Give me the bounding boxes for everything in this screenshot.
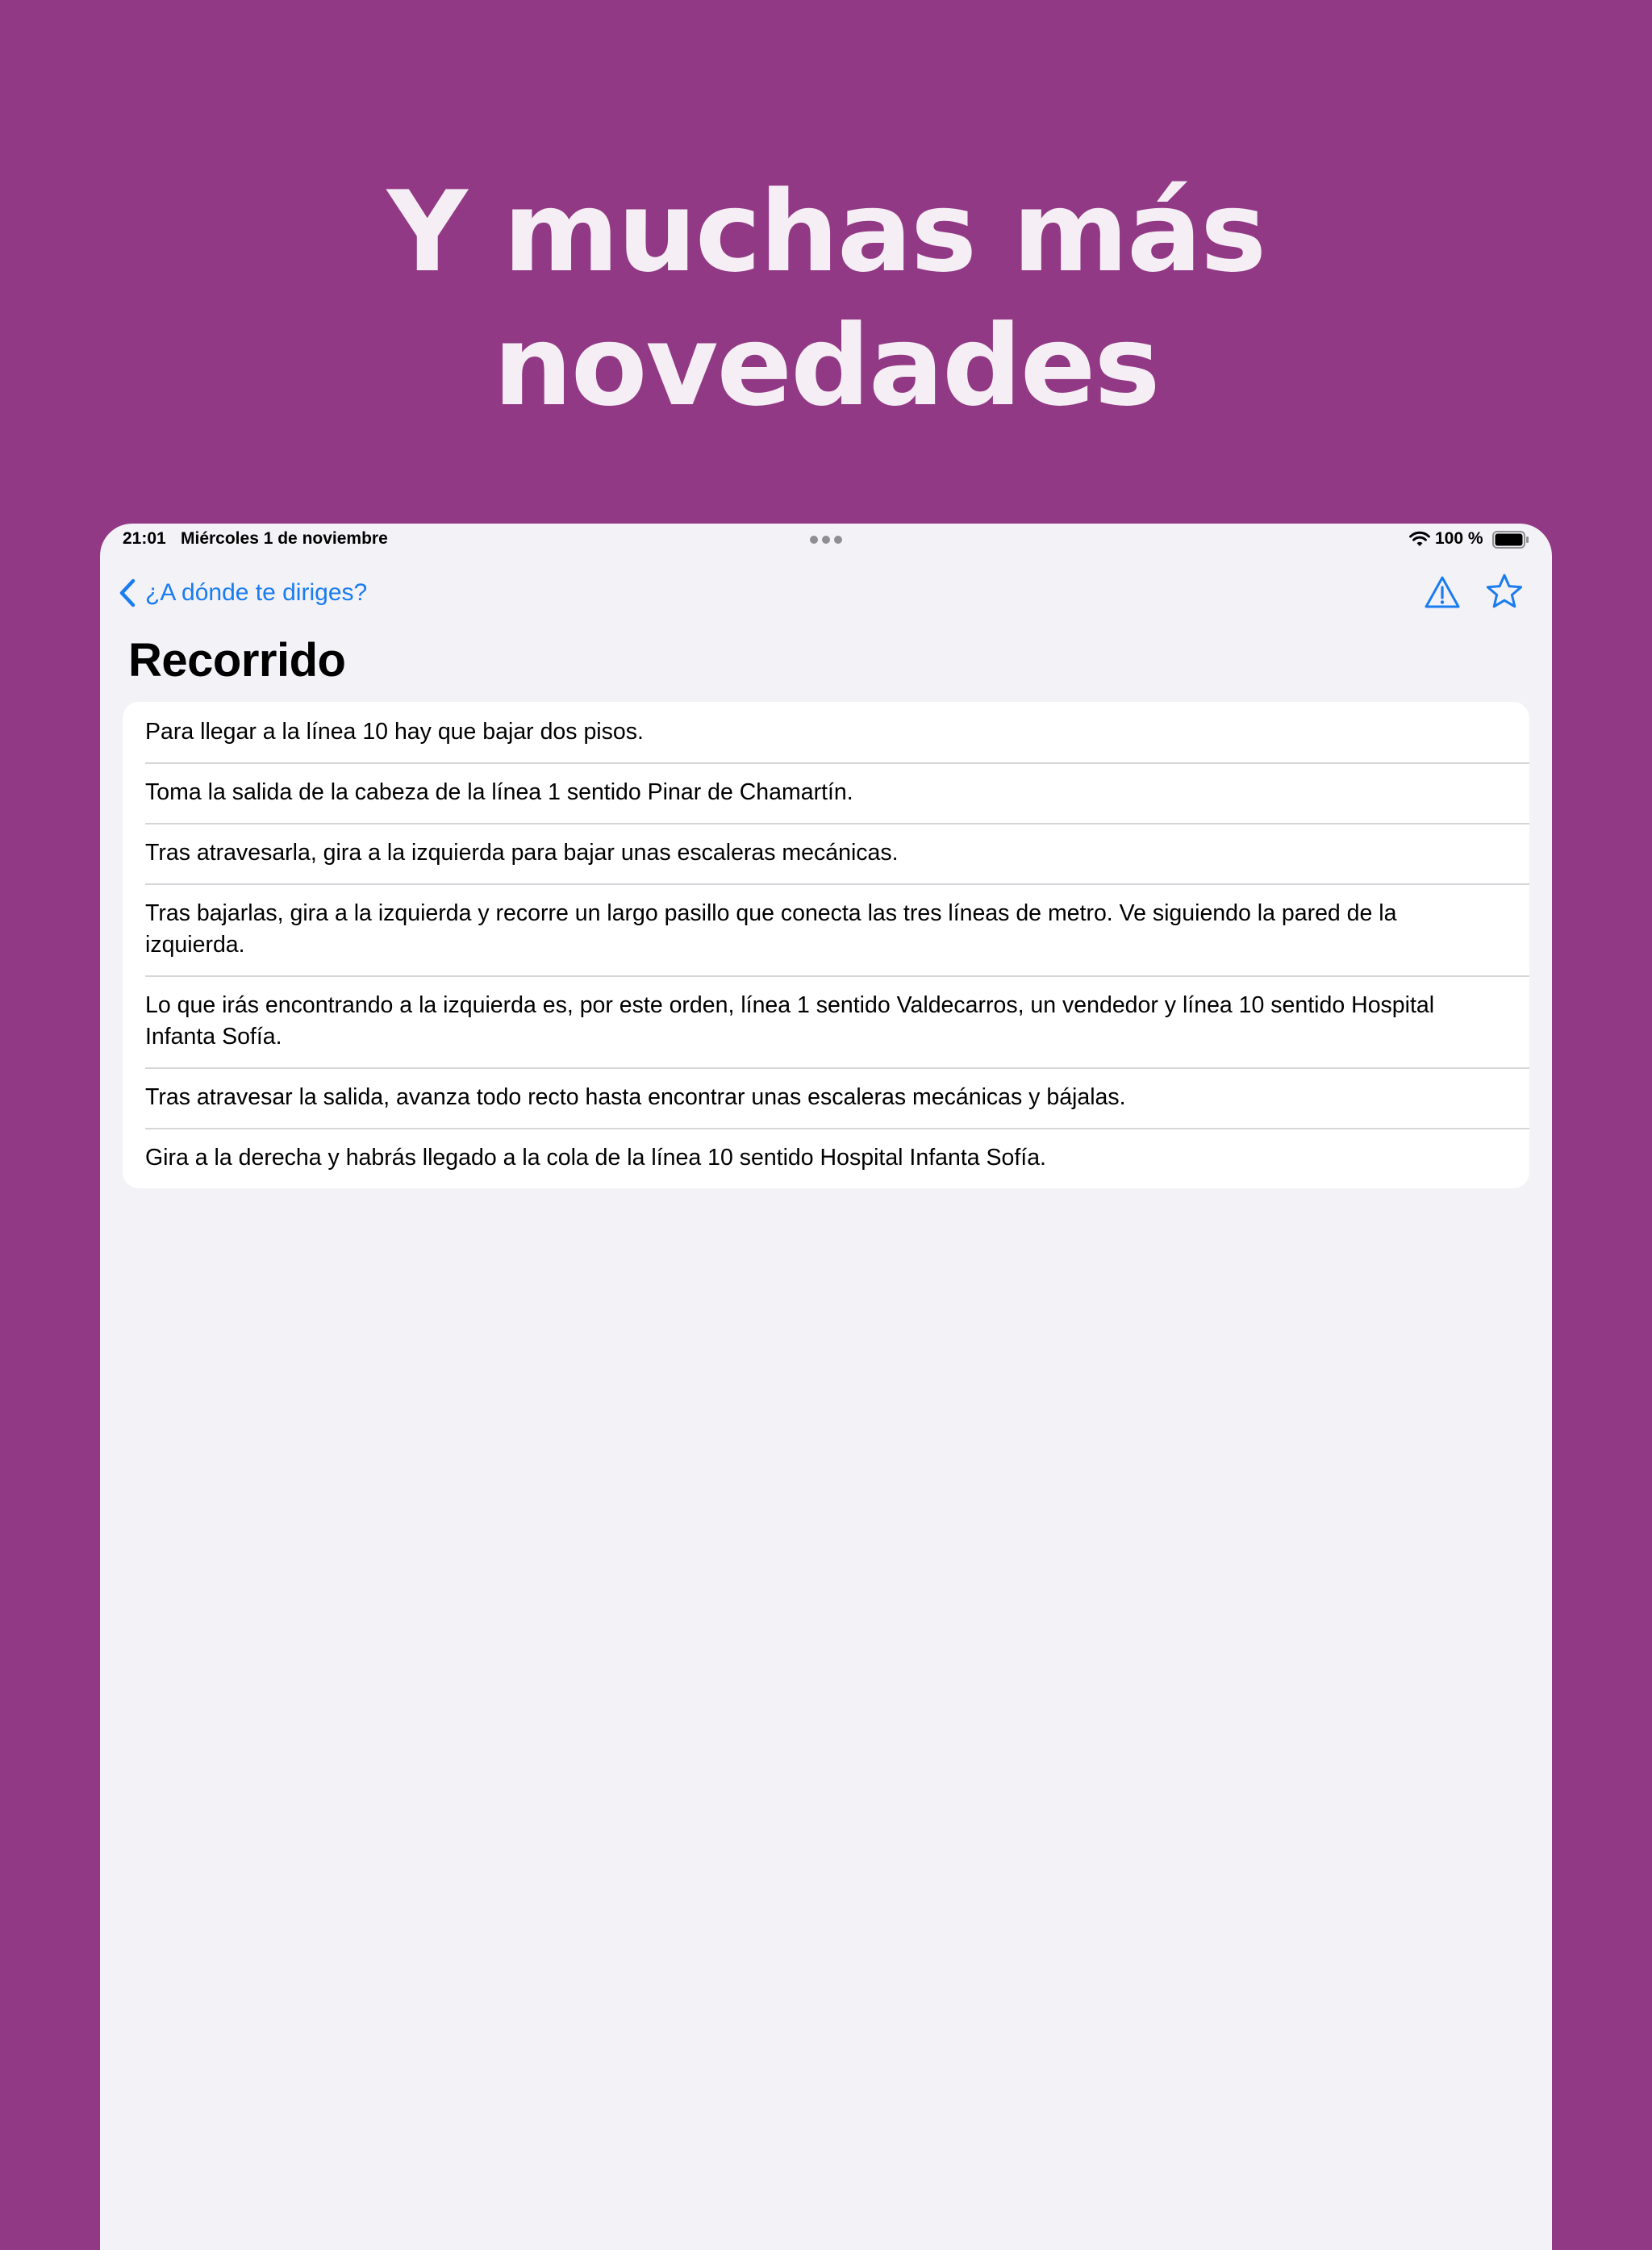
multitasking-dots-icon[interactable] [810,536,842,544]
status-date: Miércoles 1 de noviembre [181,529,388,548]
chevron-left-icon [118,578,137,608]
battery-percent: 100 % [1435,529,1483,548]
status-time: 21:01 [123,529,166,548]
list-item: Tras atravesarla, gira a la izquierda para bajar unas escaleras mecánicas. [123,823,1529,883]
promo-headline-line-2: novedades [493,301,1159,431]
promo-headline-line-1: Y muchas más [386,167,1266,297]
warning-triangle-icon[interactable] [1423,574,1462,612]
star-icon[interactable] [1484,572,1525,612]
promo-headline [0,165,1652,433]
list-item: Toma la salida de la cabeza de la línea 1 sentido Pinar de Chamartín. [123,762,1529,823]
status-bar [100,524,1552,556]
list-item: Tras bajarlas, gira a la izquierda y recorre un largo pasillo que conecta las tres líneas de metro. Ve siguiendo la pared de la izquierda. [123,883,1529,975]
route-steps-list [123,702,1529,1188]
list-item: Para llegar a la línea 10 hay que bajar dos pisos. [145,719,644,745]
back-button-label: ¿A dónde te diriges? [145,579,368,606]
wifi-icon [1408,530,1431,548]
list-item: Lo que irás encontrando a la izquierda es, por este orden, línea 1 sentido Valdecarros, un vendedor y línea 10 sentido Hospital Infanta Sofía. [123,975,1529,1067]
back-button[interactable] [118,575,367,611]
battery-icon [1492,531,1529,549]
list-item: Gira a la derecha y habrás llegado a la cola de la línea 10 sentido Hospital Infanta Sofía. [123,1128,1529,1188]
ipad-screen [100,524,1552,2250]
list-item: Tras atravesar la salida, avanza todo recto hasta encontrar unas escaleras mecánicas y bájalas. [123,1067,1529,1128]
page-title: Recorrido [128,634,346,687]
